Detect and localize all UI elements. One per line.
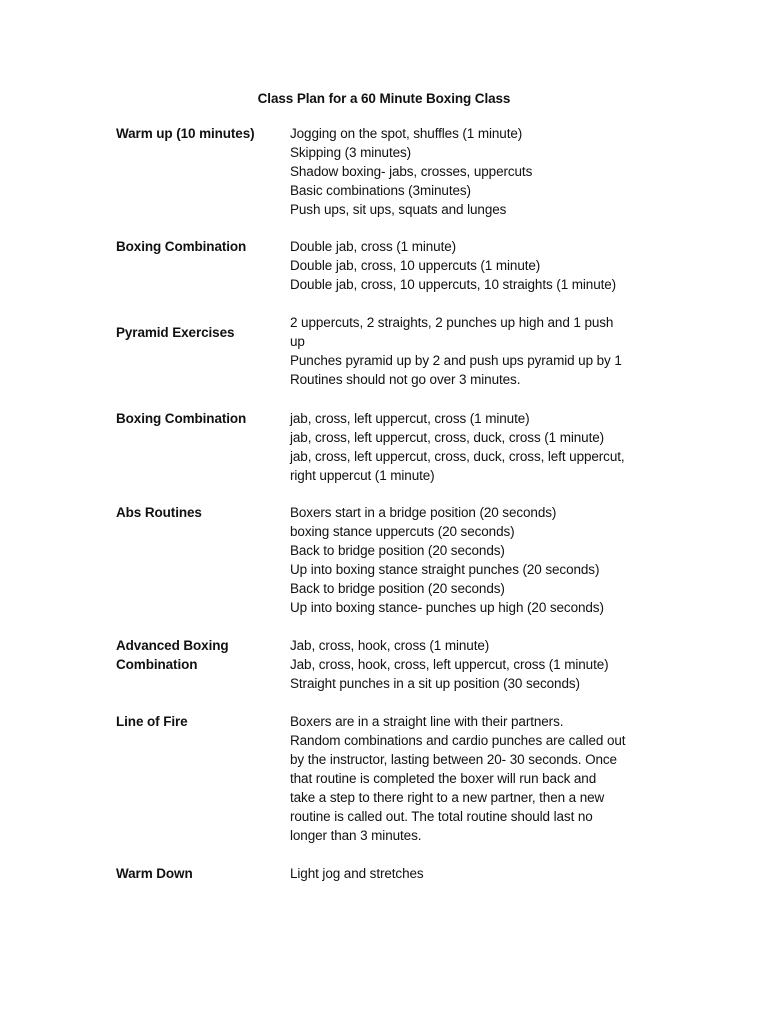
section-label-line: Combination bbox=[116, 657, 198, 672]
section-line: Light jog and stretches bbox=[290, 866, 424, 881]
section-label bbox=[116, 124, 286, 143]
section-lines bbox=[290, 503, 658, 617]
section-label-line: Advanced Boxing bbox=[116, 638, 229, 653]
section-label-line: Boxing Combination bbox=[116, 239, 247, 254]
section-line: Up into boxing stance- punches up high (20 seconds) bbox=[290, 600, 604, 615]
section-line: Double jab, cross (1 minute) bbox=[290, 239, 457, 254]
section-label bbox=[116, 712, 286, 731]
section-lines bbox=[290, 313, 658, 389]
section-line: Routines should not go over 3 minutes. bbox=[290, 372, 521, 387]
section-lines bbox=[290, 864, 658, 883]
section-line: jab, cross, left uppercut, cross, duck, cross (1 minute) bbox=[290, 430, 605, 445]
section-label bbox=[116, 237, 286, 256]
section-line: jab, cross, left uppercut, cross, duck, cross, left uppercut, bbox=[290, 449, 625, 464]
section-line: Basic combinations (3minutes) bbox=[290, 183, 471, 198]
section-label-line: Abs Routines bbox=[116, 505, 202, 520]
section-lines bbox=[290, 636, 658, 693]
section-line: routine is called out. The total routine should last no bbox=[290, 809, 593, 824]
section-line: take a step to there right to a new partner, then a new bbox=[290, 790, 605, 805]
section-label-line: Pyramid Exercises bbox=[116, 325, 235, 340]
section-label bbox=[116, 409, 286, 428]
section-label-line: Warm Down bbox=[116, 866, 193, 881]
section-lines bbox=[290, 237, 658, 294]
section-line: Jab, cross, hook, cross, left uppercut, cross (1 minute) bbox=[290, 657, 609, 672]
section-line: Back to bridge position (20 seconds) bbox=[290, 581, 505, 596]
section-line: by the instructor, lasting between 20- 30 seconds. Once bbox=[290, 752, 617, 767]
section-line: Jogging on the spot, shuffles (1 minute) bbox=[290, 126, 523, 141]
section-lines bbox=[290, 124, 658, 219]
section-line: Random combinations and cardio punches are called out bbox=[290, 733, 626, 748]
section-label bbox=[116, 864, 286, 883]
section-line: Jab, cross, hook, cross (1 minute) bbox=[290, 638, 490, 653]
section-line: Up into boxing stance straight punches (20 seconds) bbox=[290, 562, 600, 577]
section-line: longer than 3 minutes. bbox=[290, 828, 422, 843]
section-label bbox=[116, 503, 286, 522]
section-line: Boxers start in a bridge position (20 seconds) bbox=[290, 505, 557, 520]
section-line: Shadow boxing- jabs, crosses, uppercuts bbox=[290, 164, 533, 179]
section-line: Skipping (3 minutes) bbox=[290, 145, 412, 160]
section-line: Double jab, cross, 10 uppercuts (1 minute) bbox=[290, 258, 541, 273]
section-line: Punches pyramid up by 2 and push ups pyramid up by 1 bbox=[290, 353, 622, 368]
section-line: that routine is completed the boxer will run back and bbox=[290, 771, 597, 786]
section-line: Push ups, sit ups, squats and lunges bbox=[290, 202, 507, 217]
section-line: right uppercut (1 minute) bbox=[290, 468, 435, 483]
section-label bbox=[116, 323, 286, 342]
section-lines bbox=[290, 409, 658, 485]
section-line: jab, cross, left uppercut, cross (1 minute) bbox=[290, 411, 530, 426]
section-line: Back to bridge position (20 seconds) bbox=[290, 543, 505, 558]
section-lines bbox=[290, 712, 658, 845]
section-line: Boxers are in a straight line with their partners. bbox=[290, 714, 564, 729]
section-line: Double jab, cross, 10 uppercuts, 10 straights (1 minute) bbox=[290, 277, 617, 292]
section-label-line: Line of Fire bbox=[116, 714, 188, 729]
section-line: boxing stance uppercuts (20 seconds) bbox=[290, 524, 515, 539]
section-line: up bbox=[290, 334, 305, 349]
section-line: Straight punches in a sit up position (30 seconds) bbox=[290, 676, 580, 691]
section-line: 2 uppercuts, 2 straights, 2 punches up high and 1 push bbox=[290, 315, 614, 330]
section-label bbox=[116, 636, 286, 674]
section-label-line: Boxing Combination bbox=[116, 411, 247, 426]
page-title: Class Plan for a 60 Minute Boxing Class bbox=[257, 91, 511, 106]
section-label-line: Warm up (10 minutes) bbox=[116, 126, 255, 141]
